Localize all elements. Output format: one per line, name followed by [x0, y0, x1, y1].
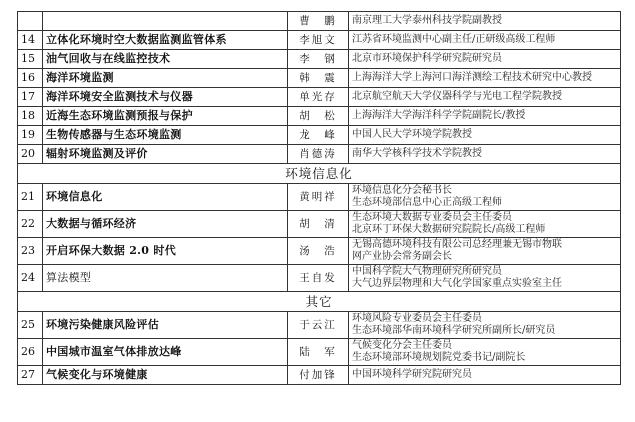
topic-title: 中国城市温室气体排放达峰	[43, 339, 288, 366]
affiliation-line: 北京环丁环保大数据研究院院长/高级工程师	[352, 224, 546, 235]
affiliation-line: 大气边界层物理和大气化学国家重点实验室主任	[352, 278, 562, 289]
affiliation-line: 中国科学院大气物理研究所研究员	[352, 266, 502, 277]
speaker-affiliation	[349, 88, 621, 107]
affiliation-line: 南京理工大学泰州科技学院副教授	[352, 15, 502, 26]
speaker-name: 龙 峰	[288, 126, 349, 145]
topic-title: 海洋环境监测	[43, 69, 288, 88]
speaker-affiliation	[349, 312, 621, 339]
row-number: 25	[18, 312, 43, 339]
table-row	[18, 69, 621, 88]
row-number: 14	[18, 31, 43, 50]
speaker-affiliation	[349, 31, 621, 50]
table-row	[18, 184, 621, 211]
speaker-name: 于云江	[288, 312, 349, 339]
speaker-affiliation	[349, 366, 621, 385]
speaker-name: 肖德涛	[288, 145, 349, 164]
table-row	[18, 107, 621, 126]
table-row	[18, 366, 621, 385]
table-row	[18, 211, 621, 238]
speaker-table	[17, 11, 621, 385]
table-row	[18, 50, 621, 69]
affiliation-line: 生态环境部华南环境科学研究所副所长/研究员	[352, 325, 556, 336]
row-number: 17	[18, 88, 43, 107]
speaker-name: 胡 松	[288, 107, 349, 126]
topic-title: 油气回收与在线监控技术	[43, 50, 288, 69]
speaker-affiliation	[349, 238, 621, 265]
topic-title: 大数据与循环经济	[43, 211, 288, 238]
speaker-name: 陆 军	[288, 339, 349, 366]
speaker-affiliation	[349, 265, 621, 292]
table-row	[18, 339, 621, 366]
topic-title: 近海生态环境监测预报与保护	[43, 107, 288, 126]
row-number: 23	[18, 238, 43, 265]
topic-title: 生物传感器与生态环境监测	[43, 126, 288, 145]
table-row	[18, 126, 621, 145]
speaker-name: 付加锋	[288, 366, 349, 385]
table-row	[18, 145, 621, 164]
table-row	[18, 238, 621, 265]
affiliation-line: 上海海洋大学海洋科学学院副院长/教授	[352, 110, 526, 121]
speaker-name: 王自发	[288, 265, 349, 292]
speaker-table-body	[18, 12, 621, 385]
section-heading-info: 环境信息化	[18, 164, 621, 184]
affiliation-line: 网产业协会常务副会长	[352, 251, 452, 262]
speaker-name: 黄明祥	[288, 184, 349, 211]
speaker-name: 单光存	[288, 88, 349, 107]
row-number: 15	[18, 50, 43, 69]
affiliation-line: 北京航空航天大学仪器科学与光电工程学院教授	[352, 91, 562, 102]
row-number: 18	[18, 107, 43, 126]
speaker-affiliation	[349, 69, 621, 88]
speaker-name: 韩 震	[288, 69, 349, 88]
affiliation-line: 生态环境部环境规划院党委书记/副院长	[352, 352, 526, 363]
speaker-affiliation	[349, 50, 621, 69]
affiliation-line: 中国环境科学研究院研究员	[352, 369, 472, 380]
row-number: 20	[18, 145, 43, 164]
affiliation-line: 无锡高德环境科技有限公司总经理兼无锡市物联	[352, 239, 562, 250]
topic-title: 辐射环境监测及评价	[43, 145, 288, 164]
speaker-affiliation	[349, 12, 621, 31]
row-number: 27	[18, 366, 43, 385]
affiliation-line: 生态环境部信息中心正高级工程师	[352, 197, 502, 208]
affiliation-line: 江苏省环境监测中心副主任/正研级高级工程师	[352, 34, 556, 45]
row-number: 24	[18, 265, 43, 292]
row-number: 16	[18, 69, 43, 88]
row-number: 22	[18, 211, 43, 238]
topic-title: 环境污染健康风险评估	[43, 312, 288, 339]
topic-title: 立体化环境时空大数据监测监管体系	[43, 31, 288, 50]
topic-title	[43, 12, 288, 31]
speaker-name: 曹 鹏	[288, 12, 349, 31]
speaker-name: 李 钢	[288, 50, 349, 69]
speaker-name: 胡 清	[288, 211, 349, 238]
speaker-affiliation	[349, 145, 621, 164]
speaker-name: 李旭文	[288, 31, 349, 50]
row-number	[18, 12, 43, 31]
table-row	[18, 312, 621, 339]
row-number: 19	[18, 126, 43, 145]
affiliation-line: 环境风险专业委员会主任委员	[352, 313, 482, 324]
table-row	[18, 31, 621, 50]
topic-title: 海洋环境安全监测技术与仪器	[43, 88, 288, 107]
section-heading-other: 其它	[18, 292, 621, 312]
affiliation-line: 环境信息化分会秘书长	[352, 185, 452, 196]
table-row	[18, 88, 621, 107]
speaker-affiliation	[349, 184, 621, 211]
affiliation-line: 中国人民大学环境学院教授	[352, 129, 472, 140]
affiliation-line: 北京市环境保护科学研究院研究员	[352, 53, 502, 64]
affiliation-line: 气候变化分会主任委员	[352, 340, 452, 351]
row-number: 26	[18, 339, 43, 366]
speaker-affiliation	[349, 211, 621, 238]
speaker-affiliation	[349, 126, 621, 145]
table-row	[18, 12, 621, 31]
affiliation-line: 生态环境大数据专业委员会主任委员	[352, 212, 512, 223]
topic-title: 气候变化与环境健康	[43, 366, 288, 385]
speaker-affiliation	[349, 107, 621, 126]
speaker-affiliation	[349, 339, 621, 366]
topic-title: 环境信息化	[43, 184, 288, 211]
affiliation-line: 上海海洋大学上海河口海洋测绘工程技术研究中心教授	[352, 72, 592, 83]
topic-title: 开启环保大数据 2.0 时代	[43, 238, 288, 265]
affiliation-line: 南华大学核科学技术学院教授	[352, 148, 482, 159]
section-row	[18, 292, 621, 312]
section-row	[18, 164, 621, 184]
row-number: 21	[18, 184, 43, 211]
speaker-name: 汤 浩	[288, 238, 349, 265]
table-row	[18, 265, 621, 292]
topic-title: 算法模型	[43, 265, 288, 292]
